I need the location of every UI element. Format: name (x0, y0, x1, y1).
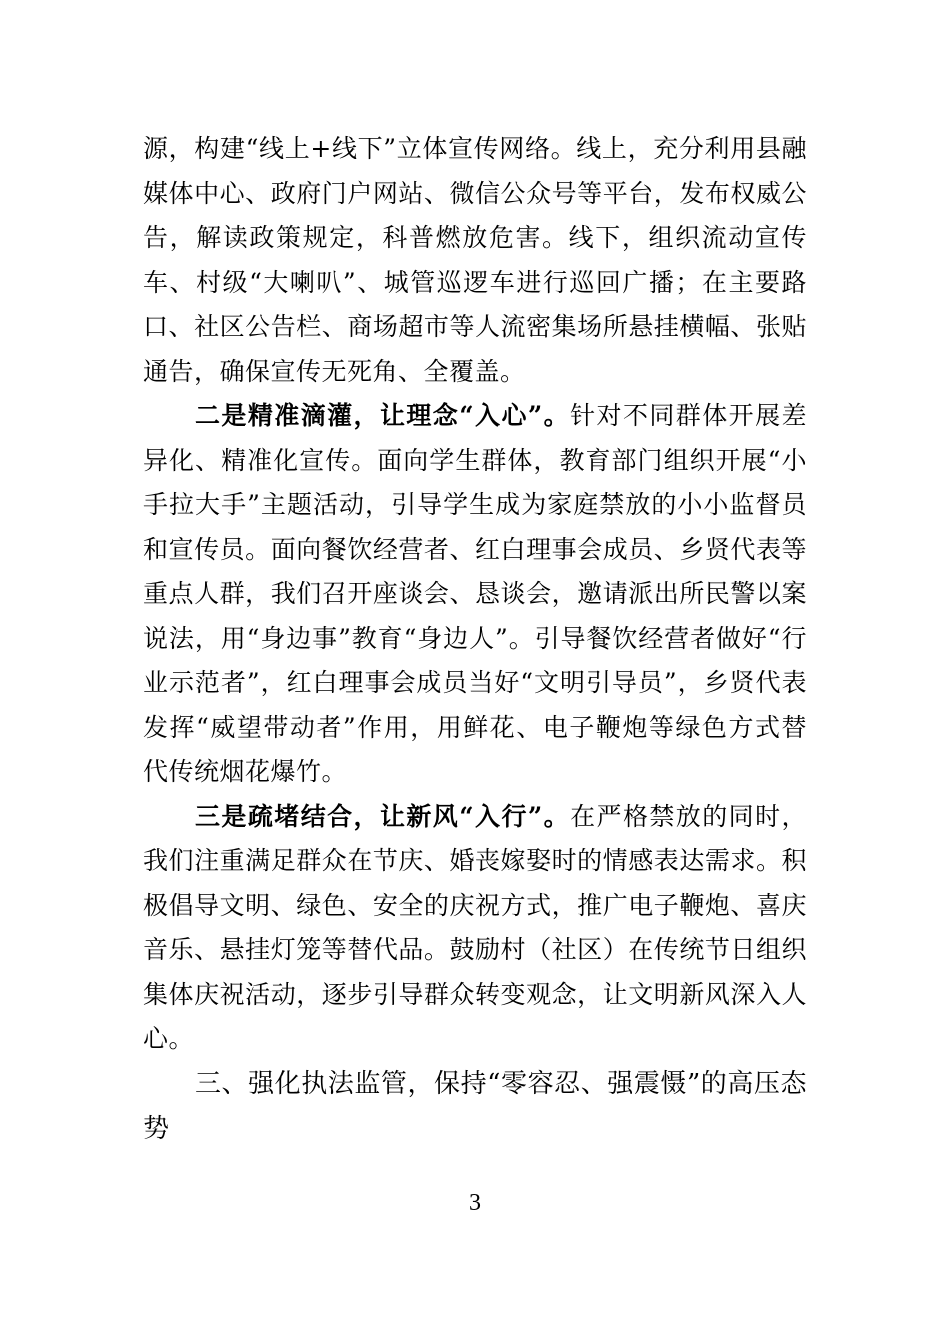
paragraph-precise-drip (143, 394, 807, 795)
paragraph-lead: 二是精准滴灌，让理念“入心”。 (195, 401, 571, 430)
paragraph-text: 源，构建“线上+线下”立体宣传网络。线上，充分利用县融媒体中心、政府门户网站、微信公众号等平台，发布权威公告，解读政策规定，科普燃放危害。线下，组织流动宣传车、村级“大喇叭”、城管巡逻车进行巡回广播；在主要路口、社区公告栏、商场超市等人流密集场所悬挂横幅、张贴通告，确保宣传无死角、全覆盖。 (143, 134, 807, 386)
paragraph-text: 在严格禁放的同时，我们注重满足群众在节庆、婚丧嫁娶时的情感表达需求。积极倡导文明、绿色、安全的庆祝方式，推广电子鞭炮、喜庆音乐、悬挂灯笼等替代品。鼓励村（社区）在传统节日组织集体庆祝活动，逐步引导群众转变观念，让文明新风深入人心。 (143, 801, 807, 1053)
body-text (143, 127, 807, 1152)
section-heading: 三、强化执法监管，保持“零容忍、强震慑”的高压态势 (143, 1068, 807, 1144)
paragraph-text: 针对不同群体开展差异化、精准化宣传。面向学生群体，教育部门组织开展“小手拉大手”主题活动，引导学生成为家庭禁放的小小监督员和宣传员。面向餐饮经营者、红白理事会成员、乡贤代表等重点人群，我们召开座谈会、恳谈会，邀请派出所民警以案说法，用“身边事”教育“身边人”。引导餐饮经营者做好“行业示范者”，红白理事会成员当好“文明引导员”，乡贤代表发挥“威望带动者”作用，用鲜花、电子鞭炮等绿色方式替代传统烟花爆竹。 (143, 401, 807, 786)
paragraph-continued (143, 127, 807, 394)
page-number: 3 (469, 1190, 481, 1216)
paragraph-combine-guidance (143, 795, 807, 1062)
paragraph-lead: 三是疏堵结合，让新风“入行”。 (195, 801, 571, 831)
